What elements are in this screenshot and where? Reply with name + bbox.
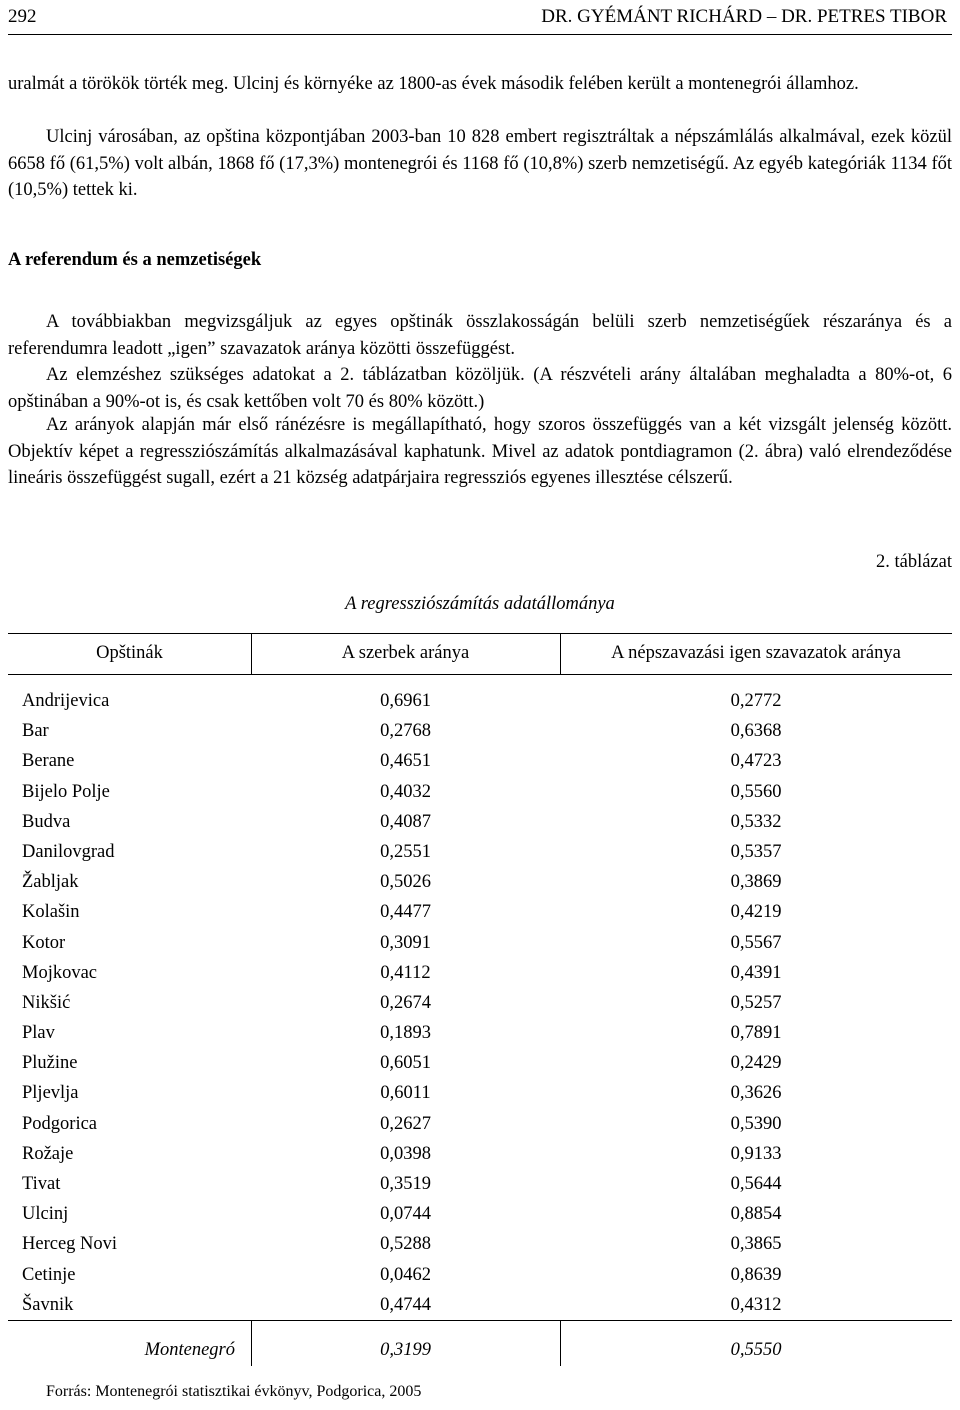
yes-vote-share: 0,8854 [730, 1204, 782, 1225]
opstina-name: Kotor [22, 932, 66, 953]
yes-vote-share: 0,5560 [730, 781, 782, 802]
table-row [0, 1292, 960, 1322]
table-header-rule [8, 674, 952, 675]
table-body-rule [8, 1320, 952, 1321]
table-title: A regressziószámítás adatállománya [345, 594, 615, 614]
header-divider [8, 34, 952, 35]
table-row [0, 990, 960, 1020]
serb-share: 0,2551 [380, 841, 431, 862]
running-header [8, 4, 952, 32]
serb-share: 0,0462 [380, 1264, 431, 1285]
serb-share: 0,4477 [380, 902, 431, 923]
table-top-rule [8, 633, 952, 634]
opstina-name: Berane [22, 751, 75, 772]
serb-share: 0,4744 [380, 1294, 431, 1315]
section-heading: A referendum és a nemzetiségek [8, 250, 262, 270]
yes-vote-share: 0,4391 [730, 962, 782, 983]
table-row [0, 809, 960, 839]
opstina-name: Nikšić [22, 992, 71, 1013]
yes-vote-share: 0,3865 [730, 1234, 782, 1255]
table-row [0, 1050, 960, 1080]
serb-share: 0,4112 [380, 962, 431, 983]
opstina-name: Pljevlja [22, 1083, 79, 1104]
yes-vote-share: 0,5257 [730, 992, 782, 1013]
yes-vote-share: 0,4723 [730, 751, 782, 772]
yes-vote-share: 0,2429 [730, 1053, 782, 1074]
yes-vote-share: 0,4219 [730, 902, 782, 923]
running-header-authors: DR. GYÉMÁNT RICHÁRD – DR. PETRES TIBOR [541, 6, 947, 27]
serb-share: 0,4651 [380, 751, 431, 772]
paragraph: A továbbiakban megvizsgáljuk az egyes opštinák összlakosságán belüli szerb nemzetiségűek részaránya és a referendumra leadott „igen” szavazatok aránya közötti összefüggést. [8, 312, 952, 359]
opstina-name: Andrijevica [22, 691, 110, 711]
paragraph: uralmát a törökök törték meg. Ulcinj és környéke az 1800-as évek második felében került a montenegrói államhoz. [8, 74, 859, 94]
serb-share: 0,3519 [380, 1174, 431, 1194]
opstina-name: Kolašin [22, 902, 80, 923]
table-source-note: Forrás: Montenegrói statisztikai évkönyv, Podgorica, 2005 [46, 1383, 422, 1400]
table-body [0, 688, 960, 1322]
yes-vote-share: 0,6368 [730, 721, 782, 742]
serb-share: 0,5288 [380, 1234, 431, 1255]
table-header-cell: A népszavazási igen szavazatok aránya [611, 643, 901, 663]
total-serb-share: 0,3199 [380, 1340, 431, 1360]
opstina-name: Herceg Novi [22, 1234, 118, 1255]
table-row [0, 839, 960, 869]
yes-vote-share: 0,5357 [730, 841, 782, 862]
table-row [0, 779, 960, 809]
paragraph: Az arányok alapján már első ránézésre is megállapítható, hogy szoros összefüggés van a két vizsgált jelenség között. Objektív képet a regressziószámítás alkalmazásával kaphatunk. Mivel az adatok pontdiagramon (2. ábra) való elrendeződése lineáris összefüggést sugall, ezért a 21 község adatpárjaira regressziós egyenes illesztése célszerű. [8, 415, 952, 488]
yes-vote-share: 0,2772 [730, 691, 782, 711]
opstina-name: Plav [22, 1023, 55, 1044]
yes-vote-share: 0,5332 [730, 811, 782, 832]
opstina-name: Plužine [22, 1053, 78, 1074]
serb-share: 0,1893 [380, 1023, 431, 1044]
table-row [0, 688, 960, 718]
yes-vote-share: 0,8639 [730, 1264, 782, 1285]
table-row [0, 960, 960, 990]
opstina-name: Budva [22, 811, 71, 832]
opstina-name: Bar [22, 721, 49, 742]
serb-share: 0,5026 [380, 872, 431, 893]
table-row [0, 899, 960, 929]
table-row [0, 1171, 960, 1201]
paragraph: Az elemzéshez szükséges adatokat a 2. táblázatban közöljük. (A részvételi arány általában meghaladta a 80%-ot, 6 opštinában a 90%-ot is, és csak kettőben volt 70 és 80% között.) [8, 365, 952, 412]
table-row [0, 1111, 960, 1141]
yes-vote-share: 0,3869 [730, 872, 782, 893]
table-row [0, 1080, 960, 1110]
serb-share: 0,0398 [380, 1143, 431, 1164]
opstina-name: Cetinje [22, 1264, 76, 1285]
table-row [0, 1020, 960, 1050]
total-label: Montenegró [144, 1340, 235, 1360]
table-header-cell: Opštinák [96, 643, 163, 663]
opstina-name: Ulcinj [22, 1204, 69, 1225]
opstina-name: Žabljak [22, 872, 79, 893]
opstina-name: Šavnik [22, 1294, 74, 1315]
yes-vote-share: 0,5644 [730, 1174, 782, 1194]
serb-share: 0,2674 [380, 992, 431, 1013]
table-row [0, 1262, 960, 1292]
yes-vote-share: 0,7891 [730, 1023, 782, 1044]
serb-share: 0,6961 [380, 691, 431, 711]
page-number: 292 [8, 6, 37, 27]
yes-vote-share: 0,5567 [730, 932, 782, 953]
opstina-name: Bijelo Polje [22, 781, 110, 802]
opstina-name: Danilovgrad [22, 841, 115, 862]
table-label: 2. táblázat [875, 552, 952, 572]
table-total-row [0, 1337, 960, 1367]
table-row [0, 930, 960, 960]
opstina-name: Podgorica [22, 1113, 98, 1134]
opstina-name: Rožaje [22, 1143, 74, 1164]
table-header-cell: A szerbek aránya [341, 643, 470, 663]
table-row [0, 718, 960, 748]
yes-vote-share: 0,9133 [730, 1143, 782, 1164]
table-row [0, 869, 960, 899]
serb-share: 0,6051 [380, 1053, 431, 1074]
serb-share: 0,2768 [380, 721, 431, 742]
table-row [0, 1141, 960, 1171]
serb-share: 0,6011 [380, 1083, 431, 1104]
yes-vote-share: 0,3626 [730, 1083, 782, 1104]
total-yes-share: 0,5550 [730, 1340, 782, 1360]
serb-share: 0,4032 [380, 781, 431, 802]
serb-share: 0,0744 [380, 1204, 431, 1225]
yes-vote-share: 0,5390 [730, 1113, 782, 1134]
paragraph: Ulcinj városában, az opština központjában 2003-ban 10 828 embert regisztráltak a népszámlálás alkalmával, ezek közül 6658 fő (61,5%) volt albán, 1868 fő (17,3%) montenegrói és 1168 fő (10,8%) szerb nemzetiségű. Az egyéb kategóriák 1134 főt (10,5%) tettek ki. [8, 127, 952, 200]
yes-vote-share: 0,4312 [730, 1294, 782, 1315]
serb-share: 0,3091 [380, 932, 431, 953]
table-row [0, 1231, 960, 1261]
opstina-name: Mojkovac [22, 962, 98, 983]
serb-share: 0,2627 [380, 1113, 431, 1134]
table-row [0, 1201, 960, 1231]
table-row [0, 748, 960, 778]
serb-share: 0,4087 [380, 811, 431, 832]
opstina-name: Tivat [22, 1174, 61, 1194]
